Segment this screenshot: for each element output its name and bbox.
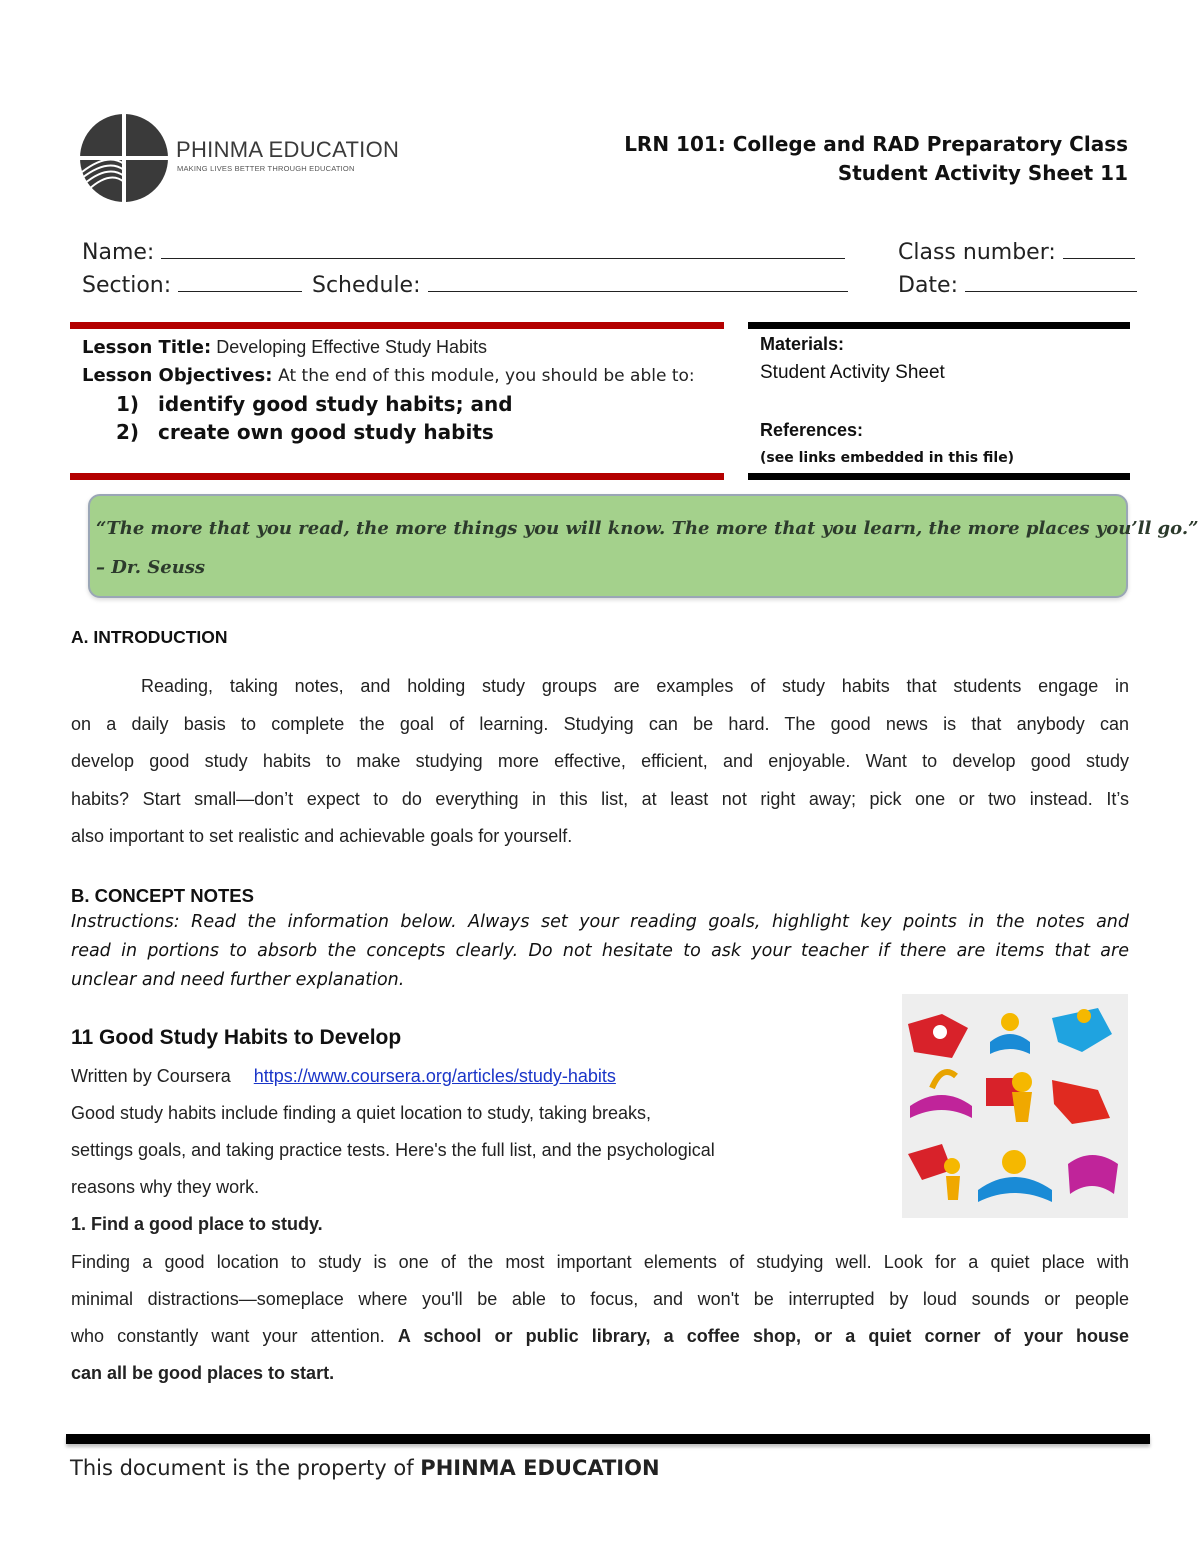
section-label: Section: (82, 273, 172, 298)
lesson-objectives-row (82, 365, 695, 386)
article-link[interactable]: https://www.coursera.org/articles/study-habits (253, 1066, 616, 1086)
study-habits-illustration (902, 994, 1128, 1218)
sheet-title: Student Activity Sheet 11 (837, 161, 1128, 185)
references-label: References: (760, 420, 864, 440)
article-byline: Written by Coursera (71, 1066, 231, 1086)
instruction-line: Instructions: Read the information below. Always set your reading goals, highlight key points in the notes and (71, 912, 1129, 932)
introduction-heading: A. INTRODUCTION (71, 627, 228, 647)
quote-author: – Dr. Seuss (96, 557, 206, 578)
point1-bold-text: can all be good places to start. (71, 1363, 335, 1383)
course-title: LRN 101: College and RAD Preparatory Class (624, 132, 1128, 156)
footer-bar (66, 1434, 1150, 1444)
point1-line: minimal distractions—someplace where you'll be able to focus, and won't be interrupted by loud sounds or people (71, 1289, 1129, 1309)
references-text: (see links embedded in this file) (760, 450, 1015, 466)
point1-title: 1. Find a good place to study. (71, 1214, 323, 1234)
intro-line: develop good study habits to make studying more effective, efficient, and enjoyable. Want to develop good study (71, 751, 1129, 771)
objective-text: create own good study habits (158, 420, 494, 444)
footer-prefix: This document is the property of (70, 1456, 421, 1480)
summary-line: settings goals, and taking practice tests. Here's the full list, and the psychological (71, 1140, 715, 1160)
materials-text: Student Activity Sheet (760, 362, 945, 383)
intro-line: on a daily basis to complete the goal of learning. Studying can be hard. The good news is that anybody can (71, 713, 1129, 734)
article-summary (71, 1095, 715, 1206)
logo-name: PHINMA EDUCATION (176, 137, 400, 162)
quote-text: “The more that you read, the more things you will know. The more that you learn, the more places you’ll go.” (96, 518, 1199, 539)
article-title: 11 Good Study Habits to Develop (71, 1026, 402, 1049)
date-label: Date: (898, 273, 958, 298)
class-number-field[interactable] (898, 238, 1135, 265)
logo-tagline: MAKING LIVES BETTER THROUGH EDUCATION (177, 164, 355, 173)
lesson-bottom-bar (70, 473, 724, 480)
footer-owner: PHINMA EDUCATION (420, 1456, 660, 1480)
book-globe-logo-icon (78, 112, 174, 204)
date-line[interactable] (965, 271, 1137, 292)
objectives-intro: At the end of this module, you should be able to: (278, 366, 695, 386)
concept-instructions (71, 908, 1129, 995)
instruction-line: unclear and need further explanation. (71, 970, 405, 990)
schedule-line[interactable] (428, 271, 848, 292)
name-line[interactable] (161, 238, 845, 259)
point1-paragraph (71, 1244, 1129, 1392)
objective-number: 2) (116, 420, 140, 444)
footer-text (70, 1456, 660, 1480)
name-field[interactable] (82, 238, 845, 265)
section-line[interactable] (178, 271, 302, 292)
class-number-line[interactable] (1063, 238, 1135, 259)
article-byline-row (71, 1058, 616, 1095)
lesson-title-row (82, 337, 487, 358)
intro-line: habits? Start small—don’t expect to do everything in this list, at least not right away; pick one or two instead. It’s (71, 788, 1129, 809)
materials-bottom-bar (748, 473, 1130, 480)
point1-bold-text: A school or public library, a coffee shop, or a quiet corner of your house (397, 1326, 1129, 1346)
schedule-label: Schedule: (312, 273, 421, 298)
lesson-title: Developing Effective Study Habits (216, 337, 488, 357)
point1-line: Finding a good location to study is one of the most important elements of studying well. Look for a quiet place with (71, 1252, 1129, 1272)
name-label: Name: (82, 240, 155, 265)
materials-label: Materials: (760, 334, 845, 354)
lesson-top-bar (70, 322, 724, 329)
reading-icons-illustration-icon (902, 994, 1128, 1218)
summary-line: Good study habits include finding a quiet location to study, taking breaks, (71, 1103, 652, 1123)
section-field[interactable] (82, 271, 302, 298)
concept-heading: B. CONCEPT NOTES (71, 885, 254, 906)
instruction-line: read in portions to absorb the concepts clearly. Do not hesitate to ask your teacher if there are items that are (71, 941, 1129, 961)
class-number-label: Class number: (898, 240, 1056, 265)
intro-line: also important to set realistic and achievable goals for yourself. (71, 826, 573, 846)
lesson-title-label: Lesson Title: (82, 337, 212, 358)
quote-box (88, 494, 1128, 598)
objectives-label: Lesson Objectives: (82, 365, 273, 386)
point1-plain-text: who constantly want your attention. (71, 1326, 398, 1346)
objective-item (116, 392, 513, 416)
materials-top-bar (748, 322, 1130, 329)
schedule-field[interactable] (312, 271, 848, 298)
introduction-paragraph (71, 668, 1129, 856)
objective-number: 1) (116, 392, 140, 416)
summary-line: reasons why they work. (71, 1177, 260, 1197)
date-field[interactable] (898, 271, 1137, 298)
point1-line (71, 1318, 1129, 1355)
objective-text: identify good study habits; and (158, 392, 513, 416)
objective-item (116, 420, 494, 444)
intro-line: Reading, taking notes, and holding study groups are examples of study habits that students engage in (141, 676, 1129, 696)
